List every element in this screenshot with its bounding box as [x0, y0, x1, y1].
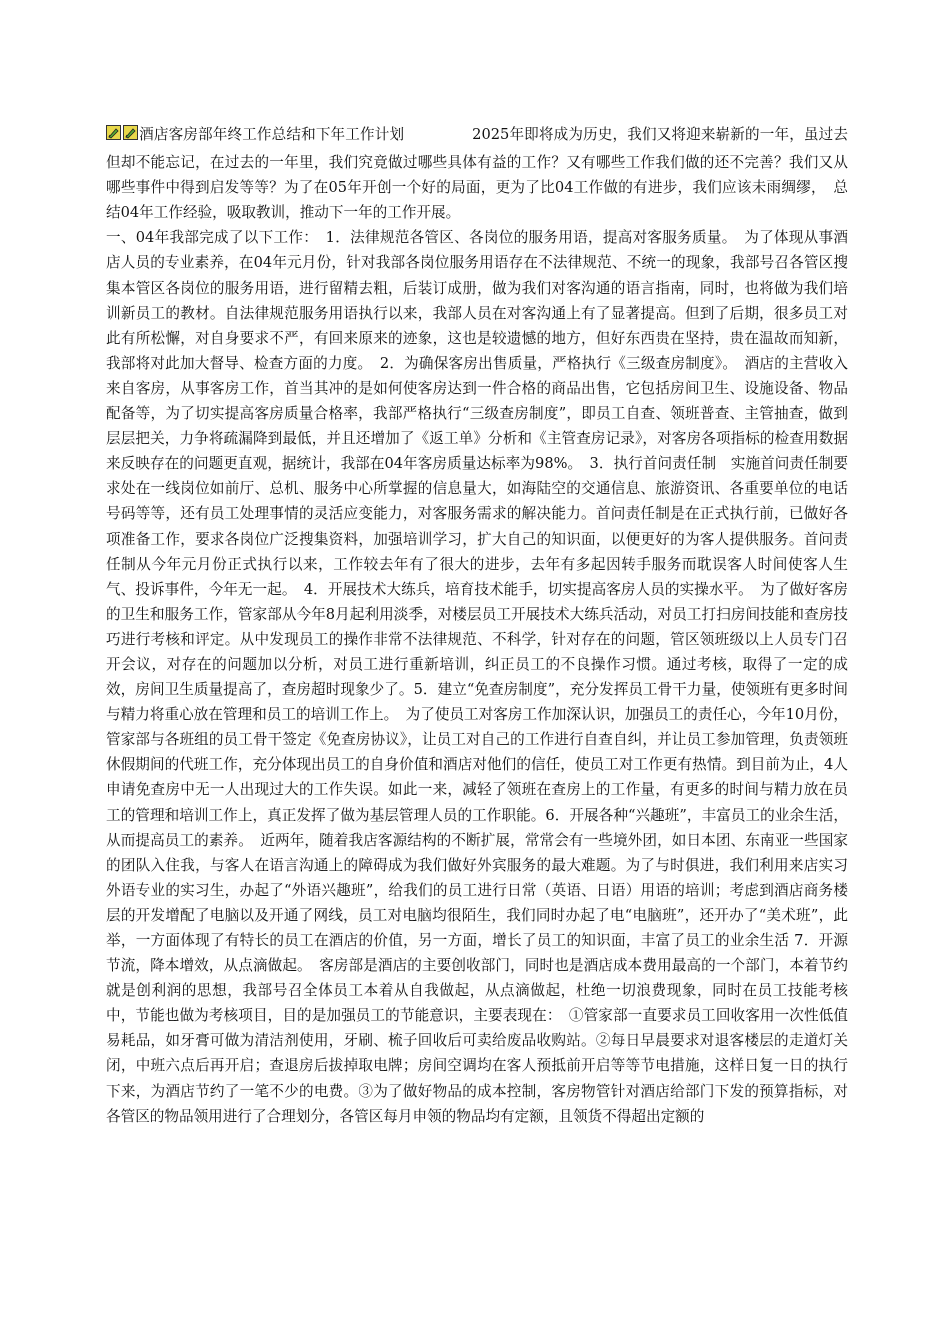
body-paragraph: 一、04年我部完成了以下工作： 1．法律规范各管区、各岗位的服务用语，提高对客服务质量。 为了体现从事酒店人员的专业素养，在04年元月份，针对我部各岗位服务用语存在不法律规范、不统一的现象，我部号召各管区搜集本管区各岗位的服务用语，进行留精去粗，后装订成册，做为我们对客沟通的语言指南，同时，也将做为我们培训新员工的教材。自法律规范服务用语执行以来，我部人员在对客沟通上有了显著提高。但到了后期，很多员工对此有所松懈，对自身要求不严，有回来原来的迹象，这也是较遗憾的地方，但好东西贵在坚持，贵在温故而知新，我部将对此加大督导、检查方面的力度。 2．为确保客房出售质量，严格执行《三级查房制度》。 酒店的主营收入来自客房，从事客房工作，首当其冲的是如何使客房达到一件合格的商品出售，它包括房间卫生、设施设备、物品配备等，为了切实提高客房质量合格率，我部严格执行“三级查房制度”，即员工自查、领班普查、主管抽查，做到层层把关，力争将疏漏降到最低，并且还增加了《返工单》分析和《主管查房记录》，对客房各项指标的检查用数据来反映存在的问题更直观，据统计，我部在04年客房质量达标率为98%。 3．执行首问责任制 实施首问责任制要求处在一线岗位如前厅、总机、服务中心所掌握的信息量大，如海陆空的交通信息、旅游资讯、各重要单位的电话号码等等，还有员工处理事情的灵活应变能力，对客服务需求的解决能力。首问责任制是在正式执行前，已做好各项准备工作，要求各岗位广泛搜集资料，加强培训学习，扩大自己的知识面，以便更好的为客人提供服务。首问责任制从今年元月份正式执行以来，工作较去年有了很大的进步，去年有多起因转手服务而耽误客人时间使客人生气、投诉事件，今年无一起。 4．开展技术大练兵，培育技术能手，切实提高客房人员的实操水平。 为了做好客房的卫生和服务工作，管家部从今年8月起利用淡季，对楼层员工开展技术大练兵活动，对员工打扫房间技能和查房技巧进行考核和评定。从中发现员工的操作非常不法律规范、不科学，针对存在的问题，管区领班级以上人员专门召开会议，对存在的问题加以分析，对员工进行重新培训，纠正员工的不良操作习惯。通过考核，取得了一定的成效，房间卫生质量提高了，查房超时现象少了。5．建立“免查房制度”，充分发挥员工骨干力量，使领班有更多时间与精力将重心放在管理和员工的培训工作上。 为了使员工对客房工作加深认识，加强员工的责任心，今年10月份，管家部与各班组的员工骨干签定《免查房协议》，让员工对自己的工作进行自查自纠，并让员工参加管理，负责领班休假期间的代班工作，充分体现出员工的自身价值和酒店对他们的信任，使员工对工作更有热情。到目前为止，4人申请免查房中无一人出现过大的工作失误。如此一来，减轻了领班在查房上的工作量，有更多的时间与精力放在员工的管理和培训工作上，真正发挥了做为基层管理人员的工作职能。6．开展各种“兴趣班”，丰富员工的业余生活，从而提高员工的素养。 近两年，随着我店客源结构的不断扩展，常常会有一些境外团，如日本团、东南亚一些国家的团队入住我，与客人在语言沟通上的障碍成为我们做好外宾服务的最大难题。为了与时俱进，我们利用来店实习外语专业的实习生，办起了“外语兴趣班”，给我们的员工进行日常（英语、日语）用语的培训；考虑到酒店商务楼层的开发增配了电脑以及开通了网线，员工对电脑均很陌生，我们同时办起了电“电脑班”，还开办了“美术班”，此举，一方面体现了有特长的员工在酒店的价值，另一方面，增长了员工的知识面，丰富了员工的业余生活 7．开源节流，降本增效，从点滴做起。 客房部是酒店的主要创收部门，同时也是酒店成本费用最高的一个部门，本着节约就是创利润的思想，我部号召全体员工本着从自我做起，从点滴做起，杜绝一切浪费现象，同时在员工技能考核中，节能也做为考核项目，目的是加强员工的节能意识，主要表现在： ①管家部一直要求员工回收客用一次性低值易耗品，如牙膏可做为清洁剂使用，牙刷、梳子回收后可卖给废品收购站。②每日早晨要求对退客楼层的走道灯关闭，中班六点后再开启；查退房后拔掉取电牌；房间空调均在客人预抵前开启等等节电措施，这样日复一日的执行下来，为酒店节约了一笔不少的电费。③为了做好物品的成本控制，客房物管针对酒店给部门下发的预算指标，对各管区的物品领用进行了合理划分，各管区每月申领的物品均有定额，且领货不得超出定额的	[106, 229, 848, 1125]
pen-doc-icon	[123, 125, 138, 140]
title-icons	[106, 125, 138, 150]
pen-doc-icon	[106, 125, 121, 140]
document-title: 酒店客房部年终工作总结和下年工作计划	[139, 126, 405, 143]
intro-paragraph: 2025年即将成为历史，我们又将迎来崭新的一年，虽过去但却不能忘记，在过去的一年里，我们究竟做过哪些具体有益的工作？又有哪些工作我们做的还不完善？我们又从哪些事件中得到启发等等？为了在05年开创一个好的局面，更为了比04工作做的有进步，我们应该未雨绸缪， 总结04年工作经验，吸取教训，推动下一年的工作开展。	[106, 126, 848, 222]
document-body	[106, 122, 848, 1129]
